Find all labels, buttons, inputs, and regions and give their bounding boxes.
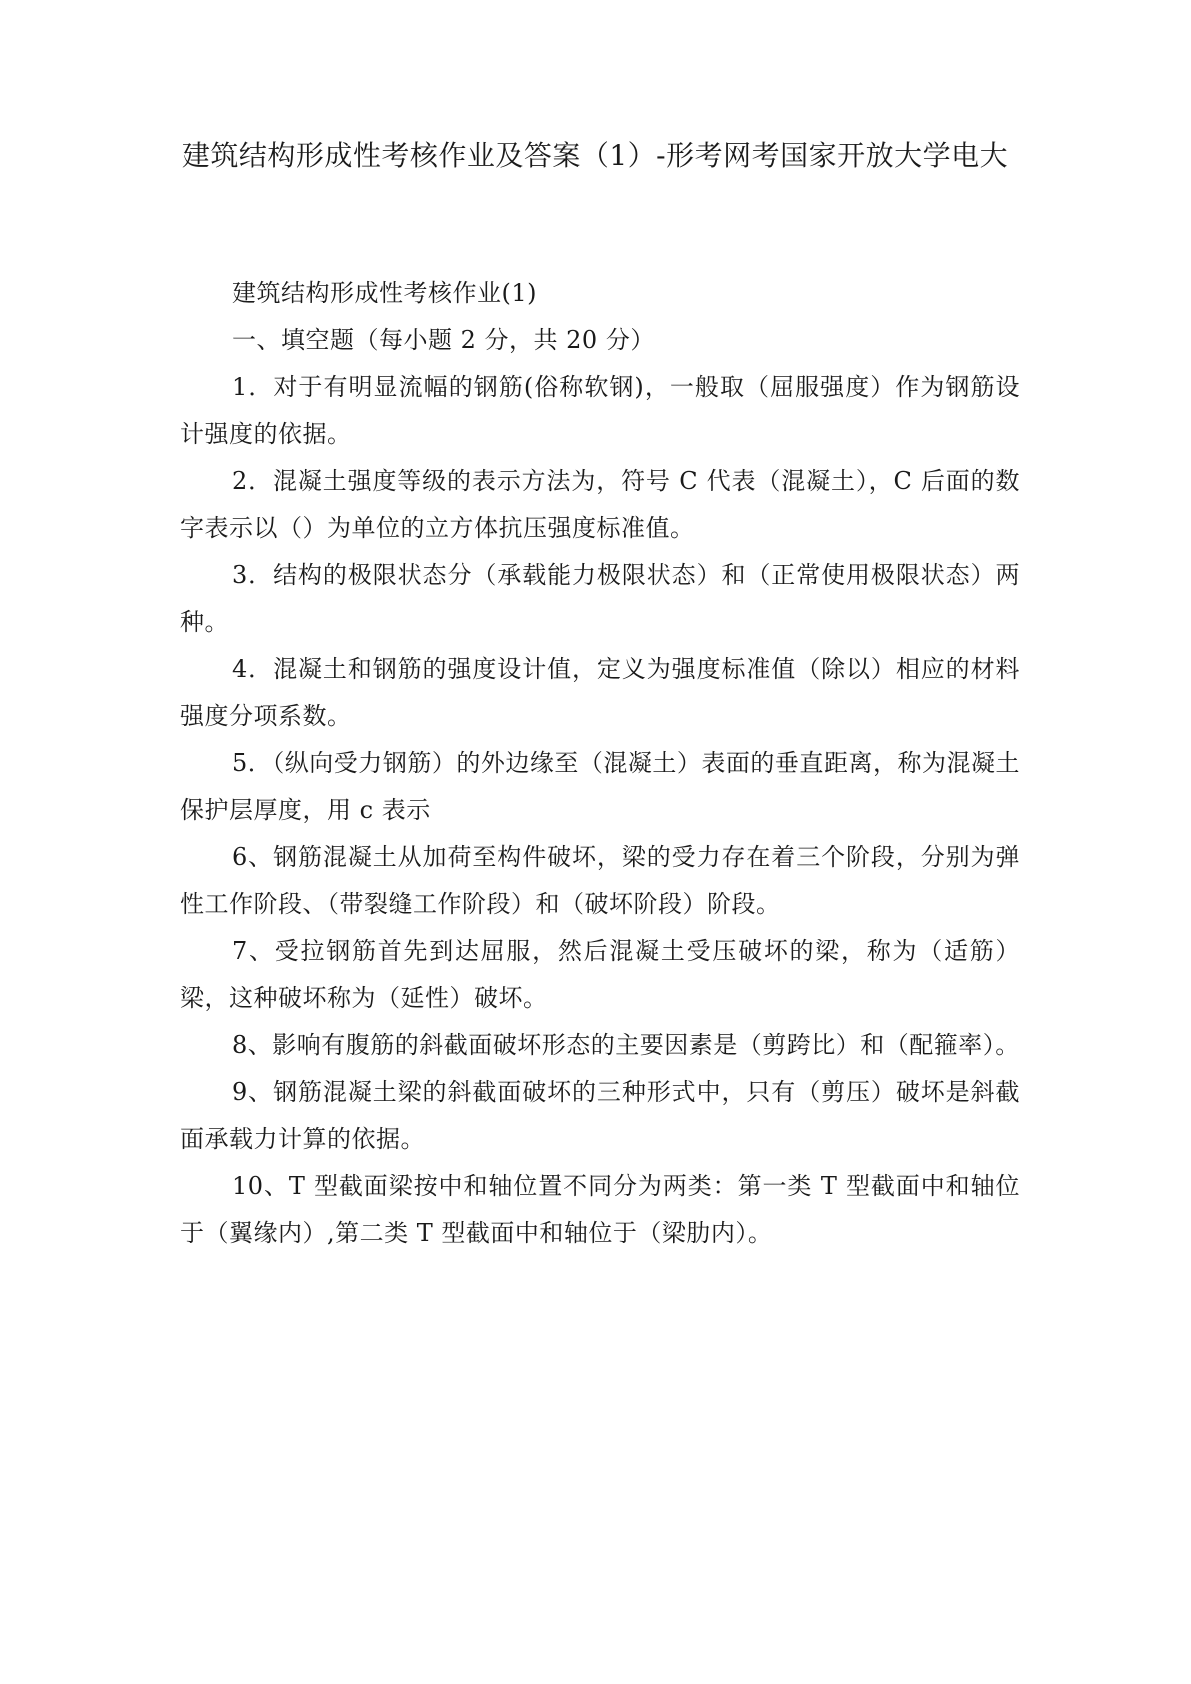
section-heading: 一、填空题（每小题 2 分，共 20 分） — [232, 326, 655, 354]
document-title: 建筑结构形成性考核作业及答案（1）-形考网考国家开放大学电大 — [181, 139, 1009, 172]
assignment-subtitle: 建筑结构形成性考核作业(1) — [232, 279, 537, 307]
question-5: 5．（纵向受力钢筋）的外边缘至（混凝土）表面的垂直距离，称为混凝土保护层厚度，用 c 表示 — [180, 749, 1020, 824]
question-8: 8、影响有腹筋的斜截面破坏形态的主要因素是（剪跨比）和（配箍率）。 — [232, 1031, 1020, 1059]
question-2: 2．混凝土强度等级的表示方法为，符号 C 代表（混凝土），C 后面的数字表示以（）为单位的立方体抗压强度标准值。 — [180, 467, 1020, 542]
question-10: 10、T 型截面梁按中和轴位置不同分为两类：第一类 T 型截面中和轴位于（翼缘内）,第二类 T 型截面中和轴位于（梁肋内）。 — [180, 1172, 1020, 1247]
question-7: 7、受拉钢筋首先到达屈服，然后混凝土受压破坏的梁，称为（适筋）梁，这种破坏称为（延性）破坏。 — [180, 937, 1020, 1012]
question-6: 6、钢筋混凝土从加荷至构件破坏，梁的受力存在着三个阶段，分别为弹性工作阶段、（带裂缝工作阶段）和（破坏阶段）阶段。 — [180, 843, 1020, 918]
question-3: 3．结构的极限状态分（承载能力极限状态）和（正常使用极限状态）两种。 — [180, 561, 1020, 636]
document-body — [180, 270, 1020, 1257]
question-4: 4．混凝土和钢筋的强度设计值，定义为强度标准值（除以）相应的材料强度分项系数。 — [180, 655, 1020, 730]
question-9: 9、钢筋混凝土梁的斜截面破坏的三种形式中，只有（剪压）破坏是斜截面承载力计算的依据。 — [180, 1078, 1020, 1153]
question-1: 1．对于有明显流幅的钢筋(俗称软钢)，一般取（屈服强度）作为钢筋设计强度的依据。 — [180, 373, 1020, 448]
